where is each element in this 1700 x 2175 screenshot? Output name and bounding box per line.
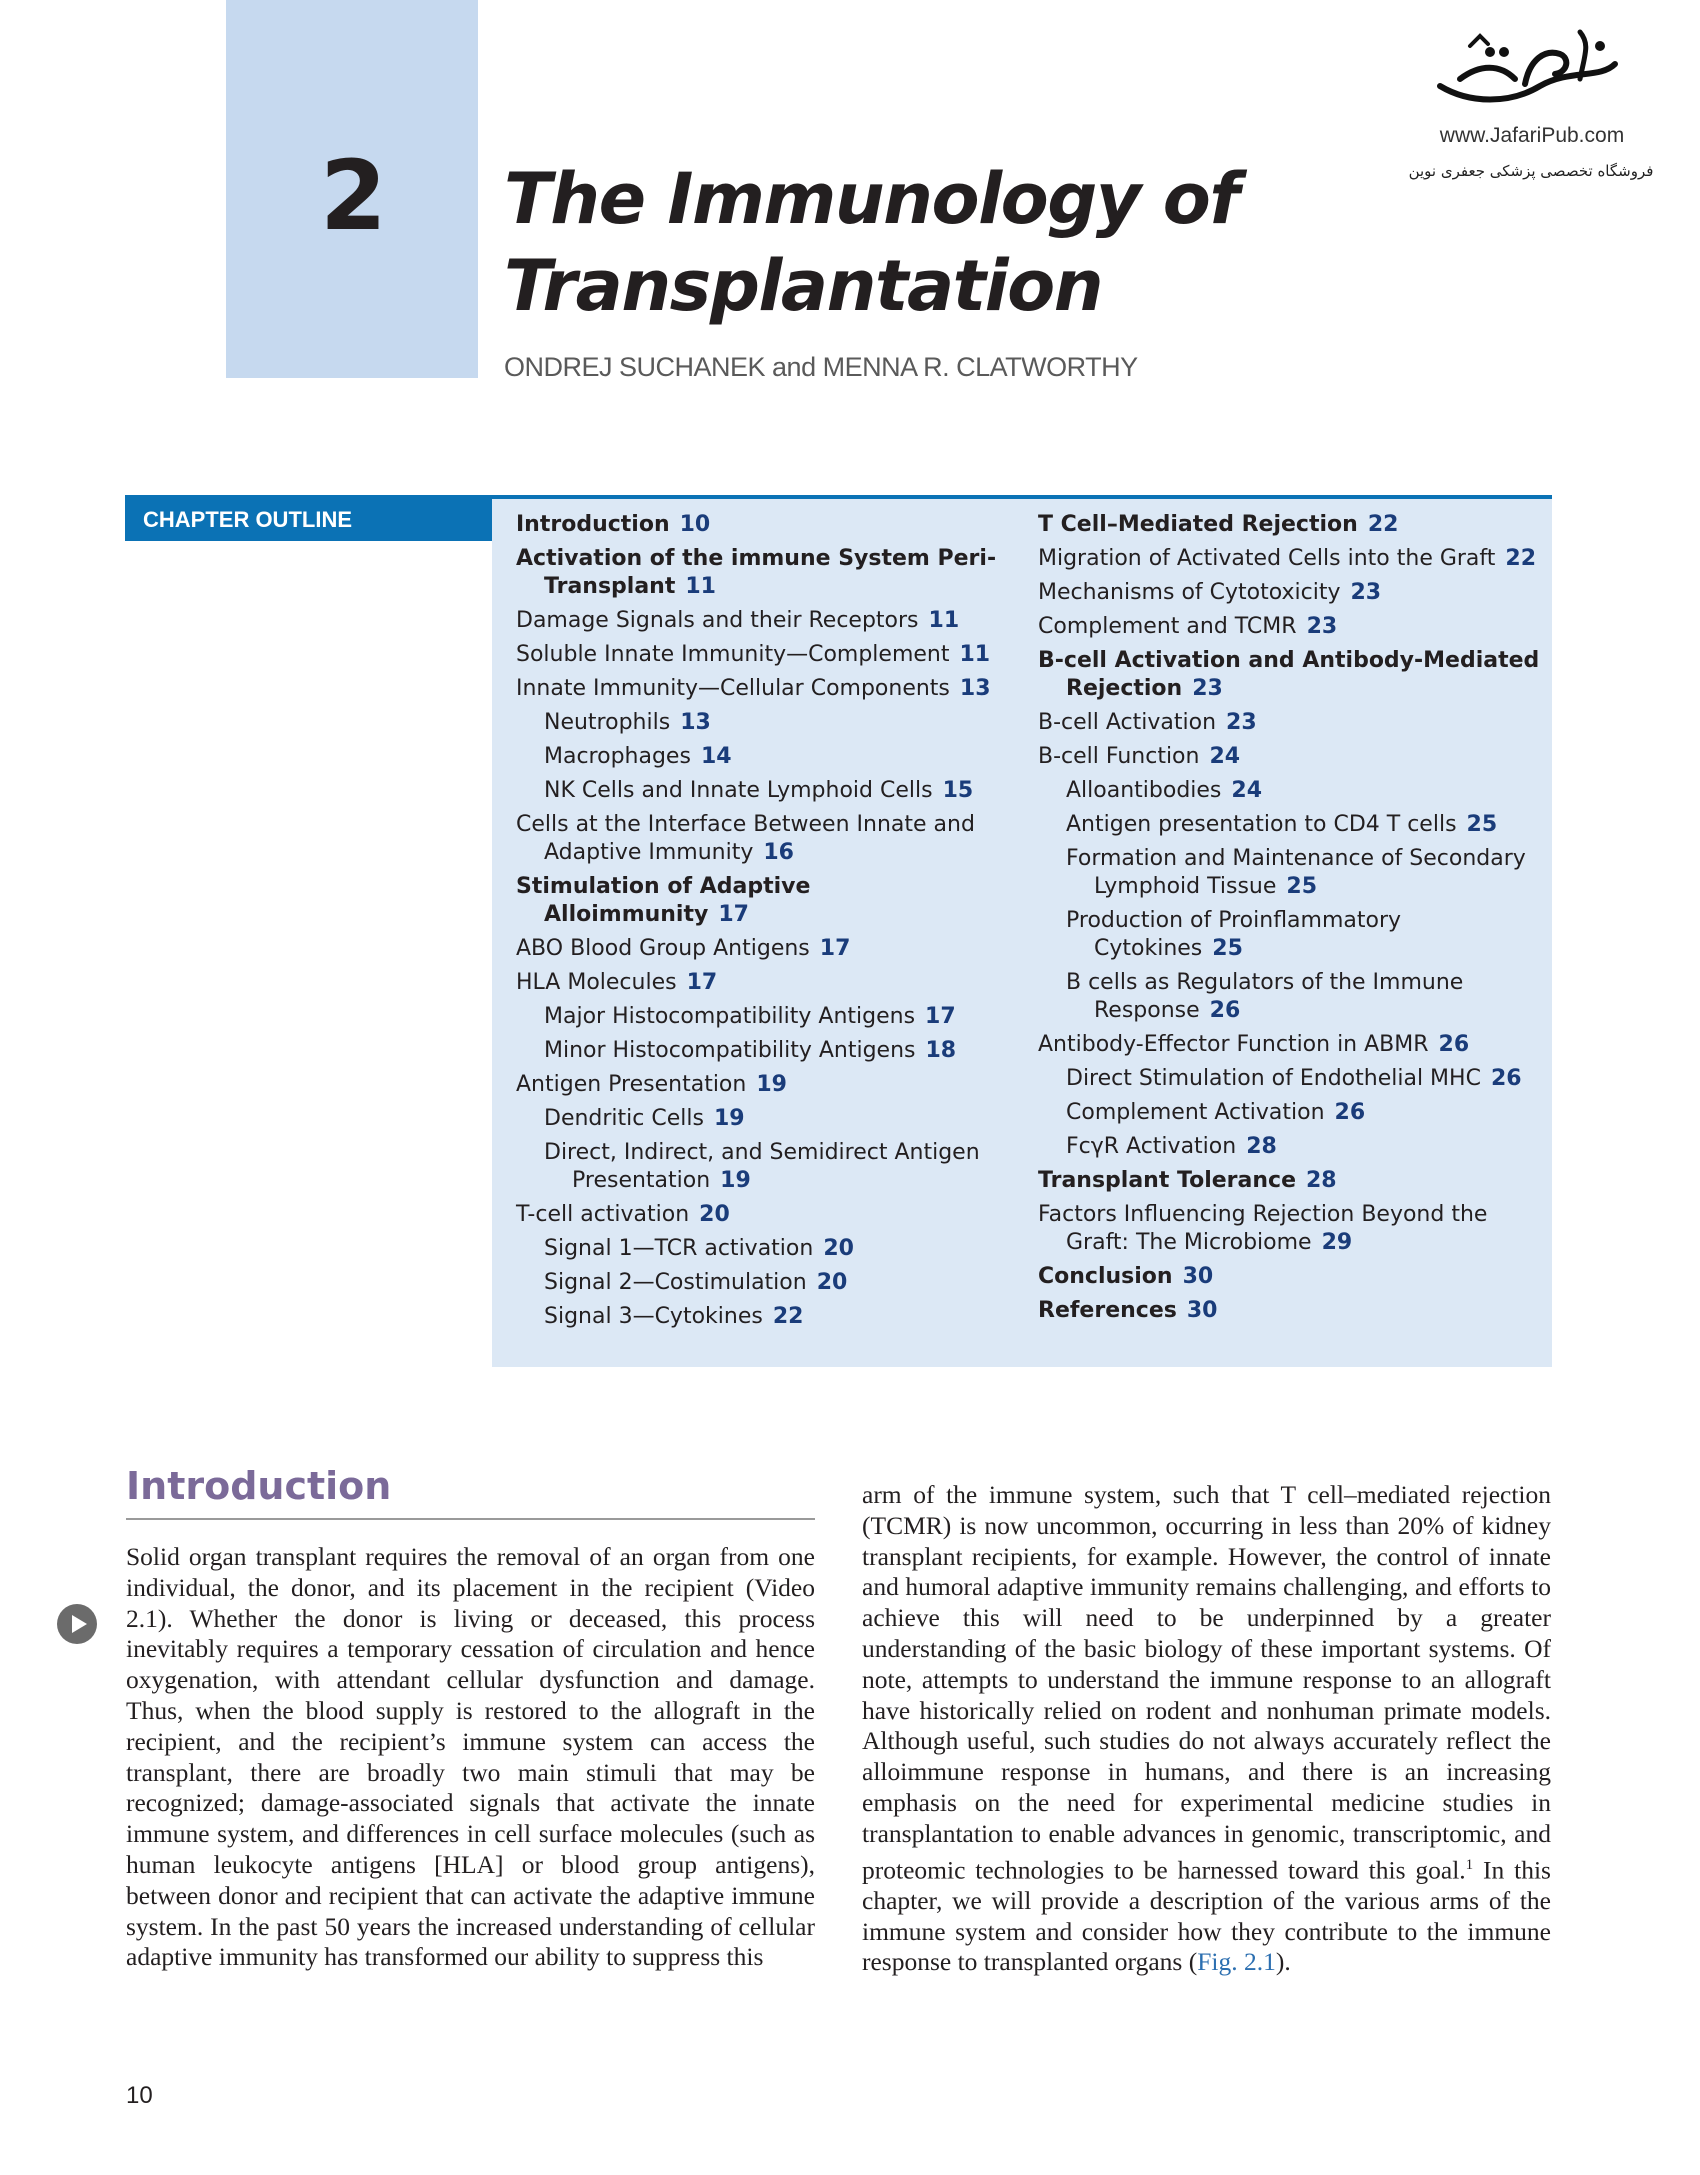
outline-entry-title: B cells as Regulators of the Immune Response [1066,970,1464,1023]
outline-entry-title: References [1038,1298,1177,1323]
outline-entry-page: 29 [1321,1230,1353,1255]
chapter-title-line-1: The Immunology of [504,158,1239,240]
outline-entry-title: Complement and TCMR [1038,614,1297,639]
outline-entry[interactable] [1038,1297,1548,1325]
outline-entry[interactable] [544,777,1016,805]
chapter-number: 2 [320,140,385,252]
outline-entry[interactable] [1038,647,1548,703]
outline-entry-title: Macrophages [544,744,691,769]
chapter-title-line-2: Transplantation [504,245,1103,327]
outline-entry[interactable] [544,1105,1016,1133]
outline-entry-title: Migration of Activated Cells into the Graft [1038,546,1496,571]
outline-entry-page: 18 [925,1038,957,1063]
intro-right-text-continued: In this chapter, we will provide a description of the various arms of the immune system and consider how they contribute to the immune response to transplanted organs ( [862,1855,1551,1977]
outline-entry[interactable] [544,1037,1016,1065]
outline-entry[interactable] [1066,811,1548,839]
outline-entry-title: Mechanisms of Cytotoxicity [1038,580,1341,605]
outline-entry-page: 25 [1212,936,1243,961]
outline-entry-title: Production of Proinflammatory Cytokines [1066,908,1402,961]
outline-entry[interactable] [1066,907,1548,963]
outline-entry-page: 20 [816,1270,848,1295]
outline-entry-page: 26 [1334,1100,1366,1125]
outline-entry-title: Alloantibodies [1066,778,1222,803]
outline-entry-title: Signal 2—Costimulation [544,1270,807,1295]
chapter-title [504,156,1264,330]
outline-entry-page: 17 [686,970,718,995]
outline-entry-title: Direct Stimulation of Endothelial MHC [1066,1066,1481,1091]
outline-entry-title: Dendritic Cells [544,1106,704,1131]
outline-entry-page: 13 [680,710,711,735]
outline-entry-title: Introduction [516,512,670,537]
page-number: 10 [126,2082,153,2109]
outline-entry-page: 22 [772,1304,804,1329]
outline-entry-title: Stimulation of Adaptive Alloimmunity [516,874,811,927]
outline-entry-page: 10 [679,512,711,537]
intro-right-text-end: ). [1275,1947,1291,1977]
outline-entry-title: T-cell activation [516,1202,690,1227]
outline-entry-title: Soluble Innate Immunity—Complement [516,642,950,667]
outline-entry-title: Conclusion [1038,1264,1173,1289]
outline-entry-title: HLA Molecules [516,970,677,995]
outline-entry[interactable] [1038,579,1548,607]
outline-entry-title: Direct, Indirect, and Semidirect Antigen Presentation [544,1140,980,1193]
outline-entry[interactable] [1066,1099,1548,1127]
outline-entry-title: Minor Histocompatibility Antigens [544,1038,916,1063]
outline-entry-page: 19 [713,1106,745,1131]
outline-entry[interactable] [516,641,1016,669]
outline-entry-page: 20 [699,1202,730,1227]
outline-entry[interactable] [1038,1201,1548,1257]
outline-entry[interactable] [516,811,1016,867]
outline-entry-page: 11 [928,608,960,633]
outline-entry-title: Major Histocompatibility Antigens [544,1004,916,1029]
intro-paragraph-left [126,1542,815,1973]
outline-entry-page: 23 [1192,676,1223,701]
outline-entry-title: Signal 1—TCR activation [544,1236,814,1261]
outline-entry-title: T Cell–Mediated Rejection [1038,512,1358,537]
outline-entry[interactable] [516,675,1016,703]
outline-entry-title: ABO Blood Group Antigens [516,936,810,961]
outline-entry-page: 30 [1186,1298,1218,1323]
outline-entry[interactable] [544,1303,1016,1331]
outline-entry[interactable] [1066,777,1548,805]
outline-entry-page: 11 [959,642,991,667]
outline-entry-page: 30 [1182,1264,1214,1289]
outline-entry-title: NK Cells and Innate Lymphoid Cells [544,778,933,803]
outline-entry[interactable] [516,969,1016,997]
section-heading-introduction: Introduction [126,1464,392,1508]
outline-entry-page: 25 [1466,812,1498,837]
outline-entry[interactable] [1038,743,1548,771]
outline-entry-page: 13 [959,676,991,701]
intro-paragraph-right [862,1480,1551,1978]
outline-entry[interactable] [516,607,1016,635]
outline-entry-title: Antibody-Effector Function in ABMR [1038,1032,1429,1057]
outline-entry[interactable] [1038,1031,1548,1059]
publisher-logo-icon [1430,24,1630,124]
publisher-tagline: فروشگاه تخصصی پزشکی جعفری نوین [1408,162,1654,180]
outline-entry-title: Innate Immunity—Cellular Components [516,676,950,701]
outline-entry-page: 26 [1490,1066,1522,1091]
outline-entry[interactable] [1038,613,1548,641]
outline-entry-title: Antigen Presentation [516,1072,747,1097]
outline-entry-page: 22 [1367,512,1399,537]
outline-entry[interactable] [1038,1167,1548,1195]
outline-entry-title: Signal 3—Cytokines [544,1304,763,1329]
outline-entry-page: 11 [685,574,716,599]
outline-entry[interactable] [544,1139,1016,1195]
figure-reference-link[interactable]: Fig. 2.1 [1197,1947,1276,1977]
chapter-authors: ONDREJ SUCHANEK and MENNA R. CLATWORTHY [504,352,1138,382]
outline-entry-page: 28 [1306,1168,1337,1193]
outline-entry-title: B-cell Function [1038,744,1200,769]
outline-entry[interactable] [1066,845,1548,901]
intro-left-text: Solid organ transplant requires the removal of an organ from one individual, the donor, and its placement in the recipient (Video 2.1). Whether the donor is living or deceased, this process inevitably requires a temporary cessation of circulation and hence oxygenation, with attendant cellular dysfunction and damage. Thus, when the blood supply is restored to the allograft in the recipient, and the recipient’s immune system can access the transplant, there are broadly two main stimuli that may be recognized; damage-associated signals that activate the innate immune system, and differences in cell surface molecules (such as human leukocyte antigens [HLA] or blood group antigens), between donor and recipient that can activate the adaptive immune system. In the past 50 years the increased understanding of cellular adaptive immunity has transformed our ability to suppress this [126,1542,815,1972]
outline-entry[interactable] [516,545,1016,601]
outline-entry[interactable] [516,1201,1016,1229]
outline-entry-page: 22 [1505,546,1537,571]
outline-entry[interactable] [1038,545,1548,573]
outline-entry[interactable] [516,511,1016,539]
outline-entry[interactable] [1038,511,1548,539]
outline-entry-page: 16 [763,840,794,865]
section-heading-rule [126,1518,815,1520]
video-play-icon[interactable] [56,1603,98,1645]
outline-entry-page: 25 [1286,874,1318,899]
outline-entry-title: Formation and Maintenance of Secondary Lymphoid Tissue [1066,846,1526,899]
outline-entry-page: 19 [720,1168,751,1193]
outline-entry-page: 23 [1226,710,1257,735]
outline-entry-title: B-cell Activation and Antibody-Mediated Rejection [1038,648,1540,701]
outline-entry-page: 26 [1209,998,1241,1023]
outline-entry-page: 23 [1350,580,1382,605]
outline-entry[interactable] [544,1269,1016,1297]
outline-entry[interactable] [544,743,1016,771]
outline-entry-page: 14 [700,744,732,769]
outline-entry-title: FcγR Activation [1066,1134,1237,1159]
outline-entry-title: Activation of the immune System Peri-Transplant [516,546,997,599]
outline-entry-page: 20 [823,1236,854,1261]
publisher-url[interactable]: www.JafariPub.com [1439,124,1625,147]
outline-entry-title: Factors Influencing Rejection Beyond the Graft: The Microbiome [1038,1202,1488,1255]
outline-entry[interactable] [544,709,1016,737]
outline-entry[interactable] [1038,1263,1548,1291]
outline-entry[interactable] [544,1003,1016,1031]
outline-entry[interactable] [516,935,1016,963]
outline-entry[interactable] [1038,709,1548,737]
outline-entry[interactable] [516,1071,1016,1099]
outline-entry-page: 26 [1438,1032,1470,1057]
outline-entry-page: 17 [925,1004,956,1029]
chapter-outline [492,495,1552,1367]
outline-entry-page: 24 [1231,778,1263,803]
outline-entry[interactable] [516,873,1016,929]
outline-entry-page: 17 [718,902,749,927]
outline-entry-title: Neutrophils [544,710,671,735]
outline-entry-title: Damage Signals and their Receptors [516,608,919,633]
outline-entry-title: B-cell Activation [1038,710,1217,735]
outline-entry-page: 19 [756,1072,787,1097]
outline-entry-page: 24 [1209,744,1241,769]
outline-entry-page: 23 [1306,614,1338,639]
outline-entry-title: Complement Activation [1066,1100,1325,1125]
outline-entry-page: 15 [942,778,974,803]
outline-entry[interactable] [1066,1065,1548,1093]
outline-entry-title: Cells at the Interface Between Innate and Adaptive Immunity [516,812,975,865]
outline-entry[interactable] [1066,969,1548,1025]
footnote-reference[interactable]: 1 [1465,1856,1474,1873]
outline-entry-page: 17 [819,936,851,961]
outline-entry[interactable] [1066,1133,1548,1161]
outline-entry-title: Antigen presentation to CD4 T cells [1066,812,1457,837]
outline-entry[interactable] [544,1235,1016,1263]
outline-entry-page: 28 [1246,1134,1277,1159]
publisher-logo[interactable] [1400,24,1670,194]
intro-right-text: arm of the immune system, such that T cell–mediated rejection (TCMR) is now uncommon, occurring in less than 20% of kidney transplant recipients, for example. However, the control of innate and humoral adaptive immunity remains challenging, and efforts to achieve this will need to be underpinned by a greater understanding of the basic biology of these important systems. Of note, attempts to understand the immune response to an allograft have historically relied on rodent and nonhuman primate models. Although useful, such studies do not always accurately reflect the alloimmune response in humans, and there is an increasing emphasis on the need for experimental medicine studies in transplantation to enable advances in genomic, transcriptomic, and proteomic technologies to be harnessed toward this goal. [862,1480,1551,1885]
outline-column-left [516,511,1016,1337]
outline-column-right [1038,511,1548,1331]
outline-entry-title: Transplant Tolerance [1038,1168,1296,1193]
chapter-outline-label: CHAPTER OUTLINE [125,499,492,541]
